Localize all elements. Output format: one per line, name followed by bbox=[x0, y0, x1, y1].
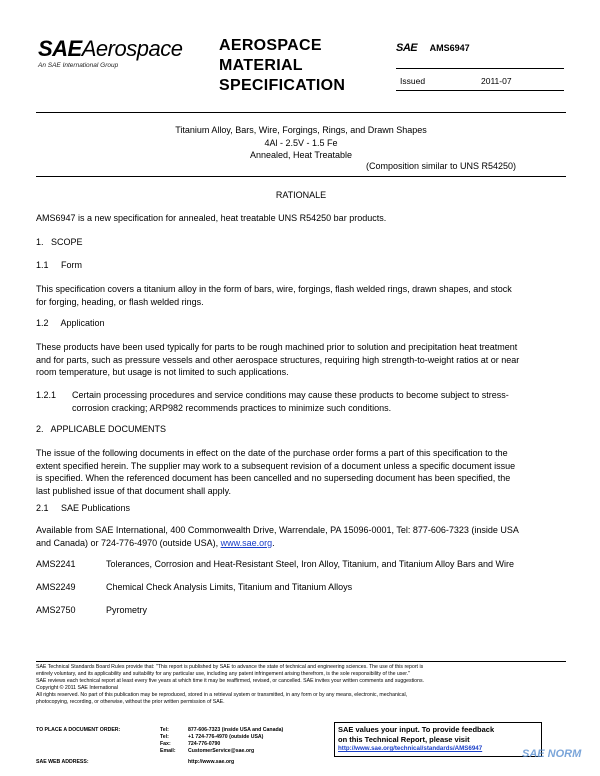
sae-website-link[interactable]: www.sae.org bbox=[220, 537, 273, 548]
contact-values bbox=[188, 727, 283, 755]
section-2-line-3: is specified. When the referenced document has been cancelled and no superseding document has been specified, the bbox=[36, 473, 511, 483]
reference-list bbox=[36, 558, 566, 627]
subject-line-2: 4Al - 2.5V - 1.5 Fe bbox=[264, 137, 338, 148]
footer-legal-line-5: All rights reserved. No part of this publication may be reproduced, stored in a retrieval system or transmitted, in any form or by any means, electronic, mechanical, bbox=[36, 692, 408, 698]
section-1-2-heading: 1.2 Application bbox=[36, 318, 105, 328]
section-1-1-line-1: This specification covers a titanium alloy in the form of bars, wire, forgings, flash welded rings, drawn shapes, and stock bbox=[36, 284, 512, 294]
footer-legal-line-2: entirely voluntary, and its applicability and suitability for any particular use, including any patent infringement arising therefrom, is the sole responsibility of the user." bbox=[36, 671, 410, 677]
document-type-title bbox=[219, 36, 345, 96]
issued-label: Issued bbox=[400, 76, 426, 86]
title-line-3: SPECIFICATION bbox=[219, 77, 346, 94]
subject-line-4: (Composition similar to UNS R54250) bbox=[366, 161, 517, 171]
section-2-line-4: last published issue of that document shall apply. bbox=[36, 485, 231, 496]
footer-legal-line-4: Copyright © 2011 SAE International bbox=[36, 685, 118, 691]
doc-number-box bbox=[396, 38, 564, 56]
reference-code: AMS2249 bbox=[36, 582, 76, 592]
fax-label: Fax: bbox=[160, 741, 171, 747]
footer-legal-line-3: SAE reviews each technical report at least every five years at which time it may be reaffirmed, revised, or cancelled. SAE invites your written comments and suggestions. bbox=[36, 678, 424, 684]
reference-row bbox=[36, 604, 566, 627]
section-1-heading: 1. SCOPE bbox=[36, 237, 83, 247]
box-sae-logo: SAE bbox=[396, 42, 418, 54]
web-address-value[interactable]: http://www.sae.org bbox=[188, 759, 235, 765]
logo-subtitle: An SAE International Group bbox=[38, 62, 119, 69]
section-2-1-heading: 2.1 SAE Publications bbox=[36, 503, 131, 513]
web-address-label: SAE WEB ADDRESS: bbox=[36, 759, 89, 765]
section-2-1-line-2b: . bbox=[272, 537, 275, 548]
logo-aerospace-text: Aerospace bbox=[81, 36, 183, 61]
fax-value: 724-776-0790 bbox=[188, 741, 221, 747]
issued-date: 2011-07 bbox=[481, 76, 512, 86]
header-rule-bottom bbox=[396, 90, 564, 91]
section-1-2-line-1: These products have been used typically for parts to be rough machined prior to solution and precipitation heat treatment bbox=[36, 342, 518, 352]
section-1-1-heading: 1.1 Form bbox=[36, 260, 83, 270]
footer-legal-line-1: SAE Technical Standards Board Rules provide that: "This report is published by SAE to advance the state of technical and engineering sciences. The use of this report is bbox=[36, 664, 424, 670]
section-2-1-text bbox=[36, 524, 566, 549]
section-1-2-line-2: and for parts, such as pressure vessels and other aerospace structures, requiring high strength-to-weight ratios at or near bbox=[36, 354, 520, 365]
order-label: TO PLACE A DOCUMENT ORDER: bbox=[36, 727, 121, 733]
reference-code: AMS2241 bbox=[36, 559, 76, 569]
reference-row bbox=[36, 558, 566, 581]
rationale-text: AMS6947 is a new specification for annealed, heat treatable UNS R54250 bar products. bbox=[36, 213, 387, 223]
subject-line-1: Titanium Alloy, Bars, Wire, Forgings, Rings, and Drawn Shapes bbox=[175, 125, 427, 135]
feedback-box bbox=[334, 722, 542, 757]
section-2-1-line-2 bbox=[36, 537, 566, 550]
reference-code: AMS2750 bbox=[36, 605, 76, 615]
subject-line-3: Annealed, Heat Treatable bbox=[249, 150, 353, 160]
reference-title: Chemical Check Analysis Limits, Titanium and Titanium Alloys bbox=[106, 582, 353, 592]
tel1-label: Tel: bbox=[160, 727, 169, 733]
section-1-2-1-text bbox=[72, 389, 566, 414]
rationale-heading: RATIONALE bbox=[275, 190, 327, 200]
footer-legal bbox=[36, 664, 566, 706]
section-1-1-line-2: for forging, heading, or flash welded rings. bbox=[36, 296, 204, 307]
section-2-text bbox=[36, 447, 566, 497]
section-1-1-text bbox=[36, 283, 566, 308]
footer-divider bbox=[36, 661, 566, 662]
section-1-2-1-line-1: Certain processing procedures and service conditions may cause these products to become subject to stress- bbox=[72, 390, 509, 400]
section-2-line-1: The issue of the following documents in effect on the date of the purchase order forms a part of this specification to the bbox=[36, 448, 508, 458]
tel2-label: Tel: bbox=[160, 734, 169, 740]
section-1-2-line-3: room temperature, but usage is not limited to such applications. bbox=[36, 367, 289, 377]
email-label: Email: bbox=[160, 748, 176, 754]
tel2-value: +1 724-776-4970 (outside USA) bbox=[188, 734, 264, 740]
feedback-line-2: on this Technical Report, please visit bbox=[338, 734, 470, 744]
email-value[interactable]: CustomerService@sae.org bbox=[188, 748, 255, 754]
sae-norm-watermark: SAE NORM bbox=[522, 748, 582, 760]
subject-divider bbox=[36, 176, 566, 177]
reference-title: Tolerances, Corrosion and Heat-Resistant Steel, Iron Alloy, Titanium, and Titanium Alloy Bars and Wire bbox=[106, 559, 515, 569]
section-2-1-line-2a: and Canada) or 724-776-4970 (outside USA), bbox=[36, 537, 221, 548]
header-rule-top bbox=[396, 68, 564, 69]
section-1-2-1-line-2: corrosion cracking; ARP982 recommends practices to minimize such conditions. bbox=[72, 402, 392, 413]
section-1-2-1-number: 1.2.1 bbox=[36, 390, 57, 400]
title-line-1: AEROSPACE bbox=[219, 37, 322, 54]
tel1-value: 877-606-7323 (inside USA and Canada) bbox=[188, 727, 284, 733]
footer-legal-line-6: photocopying, recording, or otherwise, without the prior written permission of SAE. bbox=[36, 699, 225, 705]
section-2-heading: 2. APPLICABLE DOCUMENTS bbox=[36, 424, 167, 434]
section-1-2-text bbox=[36, 341, 566, 379]
header-divider bbox=[36, 112, 566, 113]
feedback-line-1: SAE values your input. To provide feedback bbox=[338, 725, 495, 734]
contact-labels bbox=[160, 727, 176, 755]
section-2-1-line-1: Available from SAE International, 400 Commonwealth Drive, Warrendale, PA 15096-0001, Tel: 877-606-7323 (inside USA bbox=[36, 525, 519, 535]
reference-title: Pyrometry bbox=[106, 605, 148, 615]
subject-block bbox=[36, 124, 566, 162]
title-line-2: MATERIAL bbox=[219, 57, 303, 74]
logo-sae-text: SAE bbox=[38, 36, 82, 61]
reference-row bbox=[36, 581, 566, 604]
doc-number: AMS6947 bbox=[429, 43, 470, 53]
sae-aerospace-logo bbox=[38, 36, 182, 62]
feedback-link[interactable]: http://www.sae.org/technical/standards/AMS6947 bbox=[338, 745, 483, 752]
section-2-line-2: extent specified herein. The supplier may work to a subsequent revision of a document unless a specific document issue bbox=[36, 460, 516, 471]
